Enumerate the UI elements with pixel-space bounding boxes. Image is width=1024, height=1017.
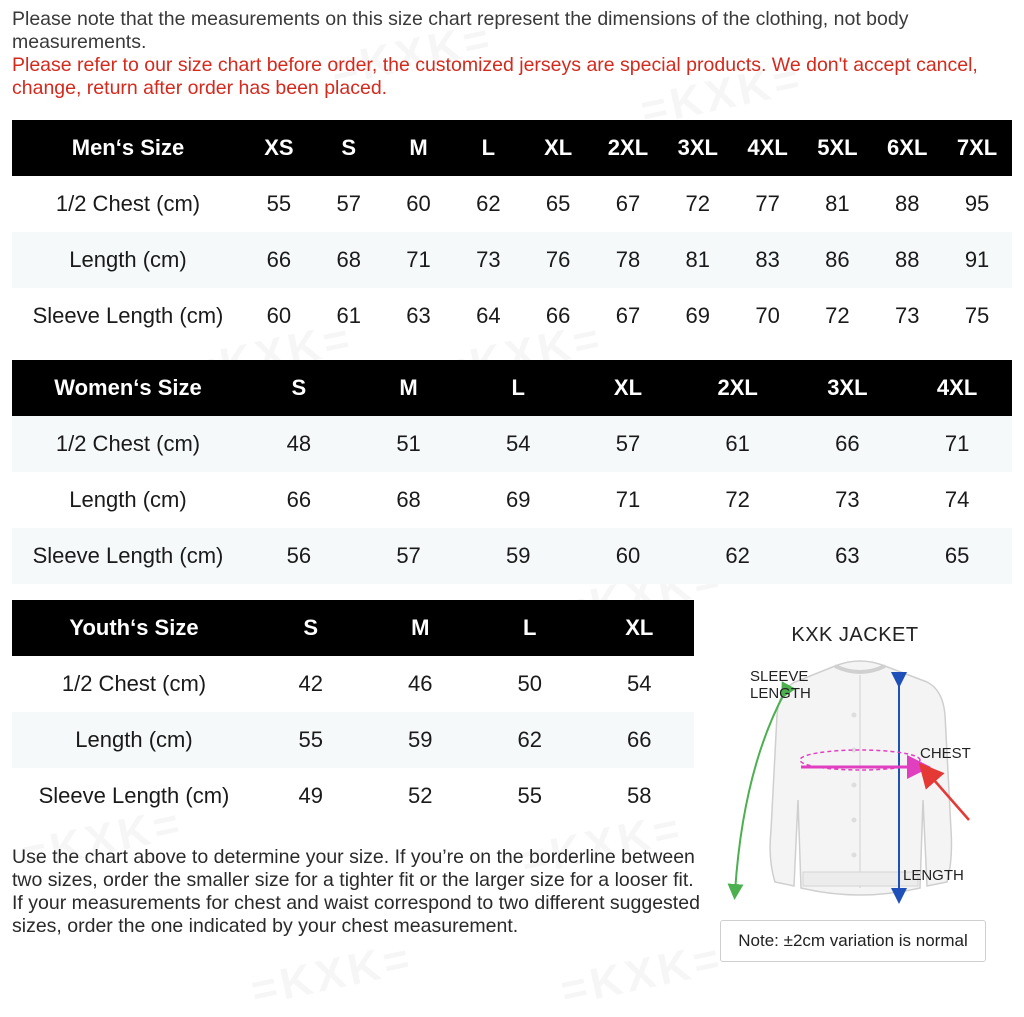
youth-size-table [12,600,694,824]
cell: 66 [286,487,312,512]
table-row [12,232,1012,288]
cell: 66 [793,416,903,472]
cell: 60 [266,303,292,328]
size-col: XL [573,360,683,416]
cell: 54 [463,416,573,472]
cell: 62 [683,528,793,584]
cell: 60 [406,191,431,216]
cell: 69 [506,487,531,512]
cell: 67 [615,191,641,216]
cell: 67 [615,303,641,328]
cell: 63 [793,528,903,584]
cell: 83 [733,232,803,288]
length-label: LENGTH [903,867,964,884]
cell: 86 [803,232,873,288]
cell: 55 [517,783,542,808]
size-col: L [463,360,573,416]
table-header-row [12,600,694,656]
size-col: S [256,600,366,656]
row-label: Sleeve Length (cm) [38,783,230,808]
size-col: 5XL [803,120,873,176]
notice-warning: Please refer to our size chart before order, the customized jerseys are special products. We don't accept cancel, change, return after order has been placed. [12,54,978,99]
cell: 70 [755,303,780,328]
cell: 69 [685,303,711,328]
cell: 61 [683,416,793,472]
cell: 78 [593,232,663,288]
row-label: 1/2 Chest (cm) [55,191,201,216]
cell: 88 [872,232,942,288]
womens-size-table [12,360,1012,584]
cell: 95 [964,191,990,216]
cell: 77 [755,191,780,216]
table-header-row [12,120,1012,176]
row-label: Length (cm) [12,712,256,768]
cell: 88 [894,191,920,216]
cell: 65 [902,528,1012,584]
cell: 74 [944,487,970,512]
watermark [247,933,418,1016]
cell: 81 [825,191,850,216]
cell: 63 [406,303,431,328]
size-col: 2XL [593,120,663,176]
cell: 71 [615,487,641,512]
sleeve-length-label: SLEEVE LENGTH [750,668,811,702]
size-col: S [314,120,384,176]
table-row [12,712,694,768]
cell: 62 [475,712,585,768]
cell: 62 [476,191,501,216]
size-col: S [244,360,354,416]
size-guide-text: Use the chart above to determine your size. If you’re on the borderline between two sizes, order the smaller size for a tighter fit or the larger size for a looser fit. If your measurements for chest and waist correspond to two different suggested sizes, order the one indicated by your chest measurement. [12,846,700,937]
cell: 68 [396,487,421,512]
cell: 61 [336,303,361,328]
cell: 52 [408,783,433,808]
cell: 48 [244,416,354,472]
size-col: 4XL [733,120,803,176]
cell: 91 [942,232,1012,288]
size-col: L [475,600,585,656]
row-label: 1/2 Chest (cm) [61,671,207,696]
cell: 46 [408,671,433,696]
cell: 76 [523,232,593,288]
cell: 57 [573,416,683,472]
table-row [12,472,1012,528]
cell: 65 [545,191,571,216]
size-col: XL [585,600,695,656]
cell: 75 [964,303,990,328]
cell: 81 [663,232,733,288]
size-col: 4XL [902,360,1012,416]
cell: 72 [685,191,711,216]
cell: 64 [476,303,501,328]
cell: 59 [366,712,476,768]
cell: 58 [627,783,652,808]
row-label: Sleeve Length (cm) [12,528,244,584]
watermark [557,933,728,1016]
jacket-diagram [715,620,1005,920]
size-col: 3XL [793,360,903,416]
jacket-title: KXK JACKET [791,624,919,646]
size-col: M [366,600,476,656]
table-row [12,416,1012,472]
table-row [12,528,1012,584]
size-col: 2XL [683,360,793,416]
row-label: Sleeve Length (cm) [32,303,224,328]
youth-size-header: Youth‘s Size [12,600,256,656]
cell: 66 [244,232,314,288]
cell: 42 [298,671,323,696]
cell: 66 [585,712,695,768]
table-header-row [12,360,1012,416]
cell: 49 [298,783,323,808]
table-row [12,288,1012,344]
size-col: M [354,360,464,416]
cell: 57 [336,191,361,216]
mens-size-header: Men‘s Size [12,120,244,176]
size-col: L [453,120,523,176]
variation-note: Note: ±2cm variation is normal [720,920,986,962]
cell: 59 [463,528,573,584]
cell: 60 [573,528,683,584]
size-col: 3XL [663,120,733,176]
notice [12,8,1002,100]
cell: 73 [453,232,523,288]
notice-measurement: Please note that the measurements on this size chart represent the dimensions of the clothing, not body measurements. [12,8,909,53]
cell: 55 [266,191,292,216]
cell: 50 [517,671,542,696]
womens-size-header: Women‘s Size [12,360,244,416]
cell: 56 [244,528,354,584]
cell: 72 [825,303,850,328]
cell: 68 [314,232,384,288]
mens-size-table [12,120,1012,344]
cell: 57 [354,528,464,584]
size-col: M [384,120,454,176]
chest-label: CHEST [920,745,971,762]
cell: 66 [545,303,571,328]
cell: 73 [835,487,860,512]
cell: 54 [627,671,652,696]
cell: 71 [384,232,454,288]
size-col: XS [244,120,314,176]
size-col: 7XL [942,120,1012,176]
cell: 51 [354,416,464,472]
cell: 71 [902,416,1012,472]
size-col: 6XL [872,120,942,176]
size-col: XL [523,120,593,176]
cell: 72 [725,487,750,512]
table-row [12,656,694,712]
cell: 55 [256,712,366,768]
row-label: 1/2 Chest (cm) [12,416,244,472]
row-label: Length (cm) [12,232,244,288]
table-row [12,176,1012,232]
table-row [12,768,694,824]
cell: 73 [894,303,920,328]
row-label: Length (cm) [69,487,187,512]
